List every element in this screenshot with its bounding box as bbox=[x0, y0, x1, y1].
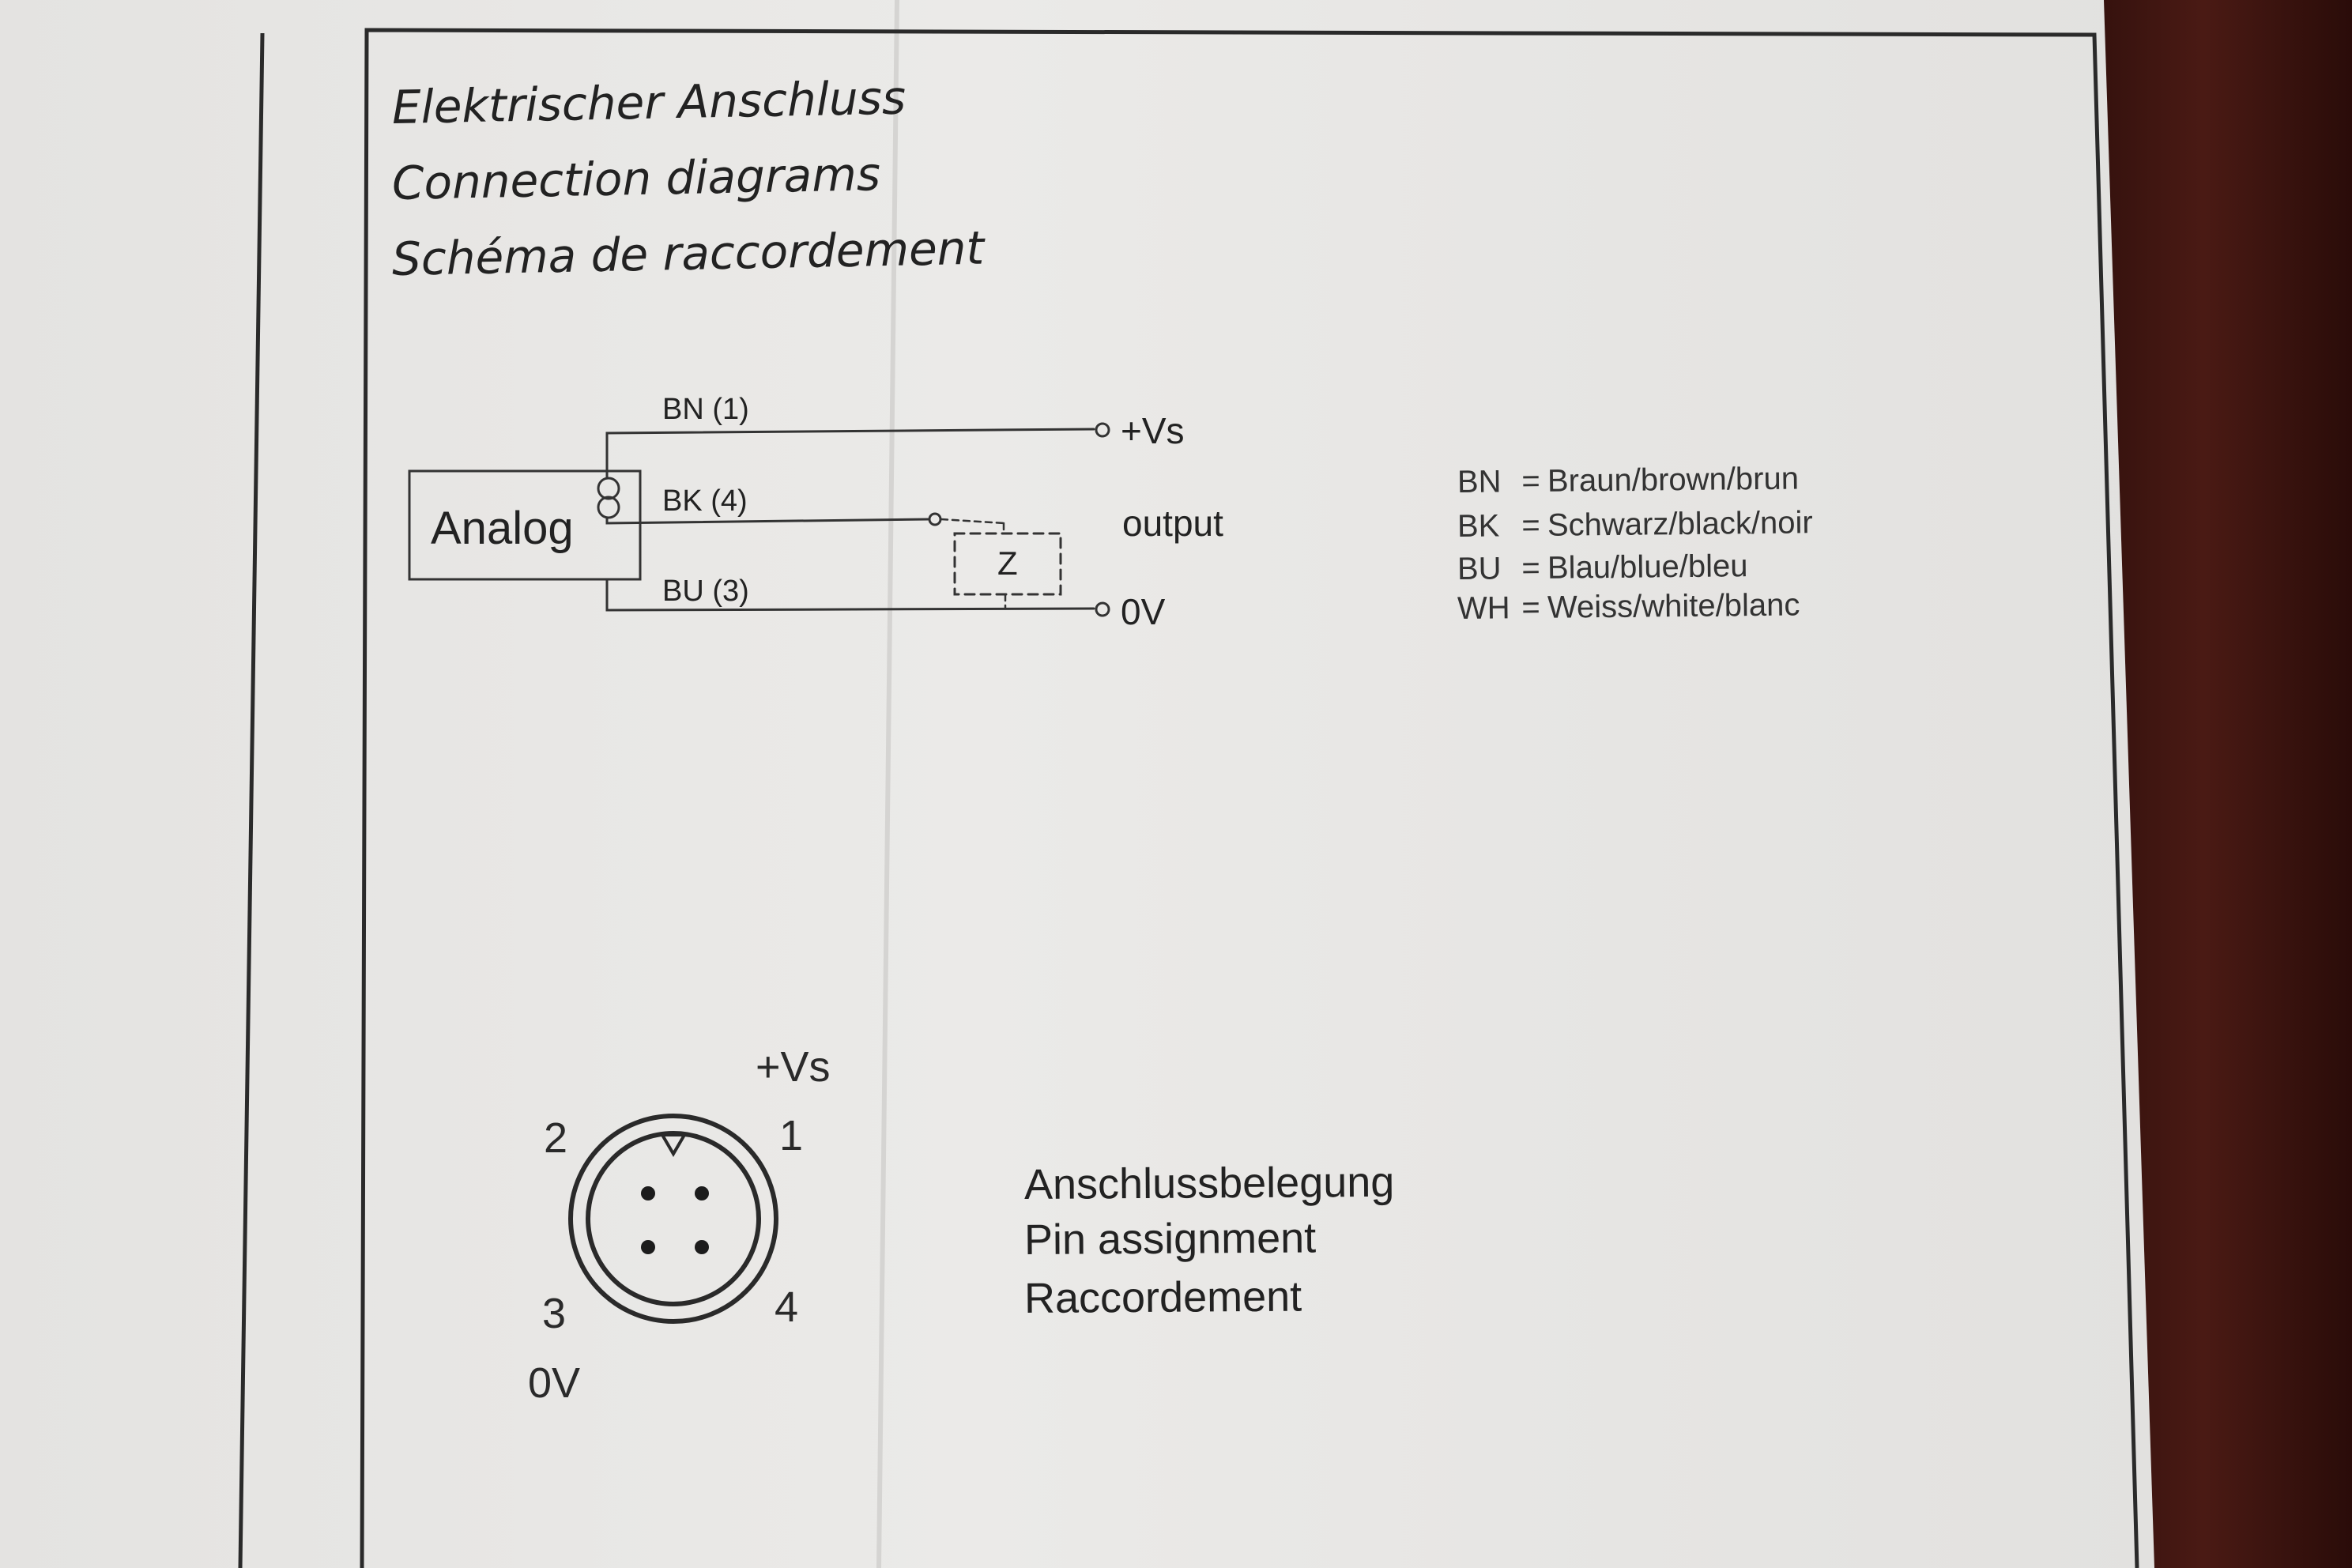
legend-code: WH bbox=[1457, 590, 1510, 626]
pin-2-dot bbox=[641, 1186, 655, 1200]
legend-equals: = bbox=[1521, 507, 1540, 544]
pin-3-label: 3 bbox=[542, 1290, 567, 1337]
wire-label-bk: BK (4) bbox=[662, 484, 748, 518]
terminal-label-0v: 0V bbox=[1121, 591, 1166, 632]
legend-equals: = bbox=[1521, 590, 1540, 626]
wire-label-bu: BU (3) bbox=[662, 575, 749, 608]
legend-code: BU bbox=[1457, 551, 1502, 586]
legend-item-bu bbox=[1457, 547, 1900, 587]
heading-french: Schéma de raccordement bbox=[391, 220, 985, 286]
heading-english: Connection diagrams bbox=[391, 147, 881, 210]
connector-top-label: +Vs bbox=[756, 1043, 831, 1091]
pin-assignment-title-french: Raccordement bbox=[1023, 1272, 1302, 1322]
heading-german: Elektrischer Anschluss bbox=[391, 70, 906, 134]
legend-meaning: Blau/blue/bleu bbox=[1547, 548, 1748, 586]
legend-equals: = bbox=[1521, 550, 1540, 586]
pin-2-label: 2 bbox=[544, 1114, 568, 1162]
legend-meaning: Weiss/white/blanc bbox=[1547, 587, 1800, 625]
legend-code: BN bbox=[1457, 464, 1502, 499]
legend-item-wh bbox=[1457, 586, 1900, 627]
legend-code: BK bbox=[1457, 508, 1500, 544]
pin-1-label: 1 bbox=[779, 1112, 804, 1159]
legend-meaning: Schwarz/black/noir bbox=[1547, 505, 1813, 543]
pin-1-dot bbox=[695, 1186, 709, 1200]
pin-assignment-title-english: Pin assignment bbox=[1023, 1214, 1317, 1264]
pin-4-dot bbox=[695, 1240, 709, 1254]
legend-meaning: Braun/brown/brun bbox=[1547, 461, 1800, 499]
legend-equals: = bbox=[1521, 463, 1540, 499]
wire-label-bn: BN (1) bbox=[662, 393, 749, 426]
pin-4-label: 4 bbox=[775, 1283, 799, 1331]
load-label: Z bbox=[997, 545, 1018, 582]
connector-bottom-label: 0V bbox=[528, 1359, 581, 1407]
terminal-label-output: output bbox=[1122, 503, 1223, 544]
pin-assignment-title-german: Anschlussbelegung bbox=[1023, 1158, 1395, 1208]
legend-item-bk bbox=[1457, 504, 1900, 545]
sensor-label: Analog bbox=[431, 503, 574, 554]
pin-3-dot bbox=[641, 1240, 655, 1254]
terminal-label-vs: +Vs bbox=[1121, 410, 1185, 451]
legend-item-bn bbox=[1457, 460, 1900, 500]
